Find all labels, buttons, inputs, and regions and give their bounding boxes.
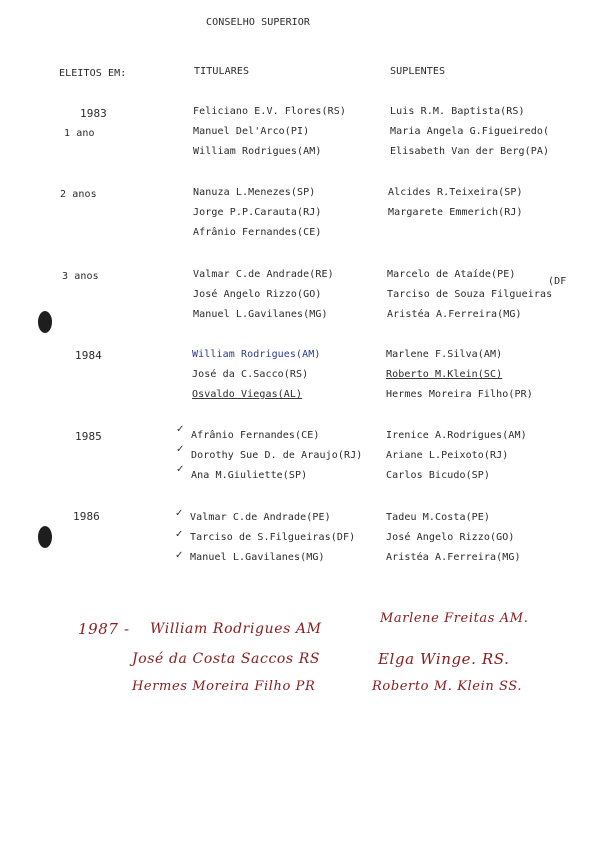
document-title: CONSELHO SUPERIOR xyxy=(206,17,311,28)
check-mark-icon: ✓ xyxy=(175,508,184,519)
titular-name: José Angelo Rizzo(GO) xyxy=(193,289,322,300)
check-mark-icon: ✓ xyxy=(176,444,185,455)
group-year-1986: 1986 xyxy=(73,510,100,523)
header-titulares: TITULARES xyxy=(194,66,250,77)
suplente-name: Luis R.M. Baptista(RS) xyxy=(390,106,525,117)
handwritten-suplente: Marlene Freitas AM. xyxy=(380,611,529,626)
check-mark-icon: ✓ xyxy=(175,529,184,540)
suplente-name: Carlos Bicudo(SP) xyxy=(386,470,491,481)
suplente-name: Tarciso de Souza Filgueiras xyxy=(387,289,553,300)
punch-hole xyxy=(38,311,52,333)
titular-name: Afrânio Fernandes(CE) xyxy=(193,227,322,238)
suplente-name: Maria Angela G.Figueiredo( xyxy=(390,126,550,137)
suplente-name: Marcelo de Ataíde(PE) xyxy=(387,269,516,280)
suplente-name: Ariane L.Peixoto(RJ) xyxy=(386,450,509,461)
group-year-1983: 1983 xyxy=(80,107,107,120)
titular-name: William Rodrigues(AM) xyxy=(192,349,321,360)
titular-name: Dorothy Sue D. de Araujo(RJ) xyxy=(191,450,363,461)
titular-name: Valmar C.de Andrade(PE) xyxy=(190,512,331,523)
titular-name: Manuel Del'Arco(PI) xyxy=(193,126,310,137)
handwritten-suplente: Elga Winge. RS. xyxy=(378,650,510,668)
suplente-name: Tadeu M.Costa(PE) xyxy=(386,512,491,523)
suplente-name: Aristéa A.Ferreira(MG) xyxy=(386,552,521,563)
titular-name: Valmar C.de Andrade(RE) xyxy=(193,269,334,280)
suplente-name: Roberto M.Klein(SC) xyxy=(386,369,503,380)
suplente-name: Alcides R.Teixeira(SP) xyxy=(388,187,523,198)
header-eleitos-em: ELEITOS EM: xyxy=(59,68,127,79)
handwritten-titular: William Rodrigues AM xyxy=(150,621,322,637)
titular-name: Afrânio Fernandes(CE) xyxy=(191,430,320,441)
check-mark-icon: ✓ xyxy=(176,464,185,475)
group-term-2-anos: 2 anos xyxy=(60,189,97,200)
suplente-name: Irenice A.Rodrigues(AM) xyxy=(386,430,527,441)
suplente-name: Elisabeth Van der Berg(PA) xyxy=(390,146,550,157)
suplente-name: José Angelo Rizzo(GO) xyxy=(386,532,515,543)
check-mark-icon: ✓ xyxy=(176,424,185,435)
titular-name: Ana M.Giuliette(SP) xyxy=(191,470,308,481)
check-mark-icon: ✓ xyxy=(175,550,184,561)
group-year-1985: 1985 xyxy=(75,430,102,443)
suplente-name: Marlene F.Silva(AM) xyxy=(386,349,503,360)
titular-name: Osvaldo Viegas(AL) xyxy=(192,389,303,400)
suplente-name: Aristéa A.Ferreira(MG) xyxy=(387,309,522,320)
titular-name: Tarciso de S.Filgueiras(DF) xyxy=(190,532,356,543)
handwritten-year-1987: 1987 - xyxy=(78,620,130,638)
titular-name: Feliciano E.V. Flores(RS) xyxy=(193,106,347,117)
titular-name: Manuel L.Gavilanes(MG) xyxy=(193,309,328,320)
titular-name: William Rodrigues(AM) xyxy=(193,146,322,157)
header-suplentes: SUPLENTES xyxy=(390,66,446,77)
handwritten-titular: José da Costa Saccos RS xyxy=(132,651,321,667)
titular-name: Nanuza L.Menezes(SP) xyxy=(193,187,316,198)
group-year-1984: 1984 xyxy=(75,349,102,362)
handwritten-suplente: Roberto M. Klein SS. xyxy=(372,679,523,694)
suplente-note: (DF xyxy=(548,276,567,287)
titular-name: Jorge P.P.Carauta(RJ) xyxy=(193,207,322,218)
titular-name: José da C.Sacco(RS) xyxy=(192,369,309,380)
titular-name: Manuel L.Gavilanes(MG) xyxy=(190,552,325,563)
handwritten-titular: Hermes Moreira Filho PR xyxy=(132,679,316,694)
group-term-3-anos: 3 anos xyxy=(62,271,99,282)
group-term-1-ano: 1 ano xyxy=(64,128,95,139)
suplente-name: Margarete Emmerich(RJ) xyxy=(388,207,523,218)
punch-hole xyxy=(38,526,52,548)
suplente-name: Hermes Moreira Filho(PR) xyxy=(386,389,533,400)
